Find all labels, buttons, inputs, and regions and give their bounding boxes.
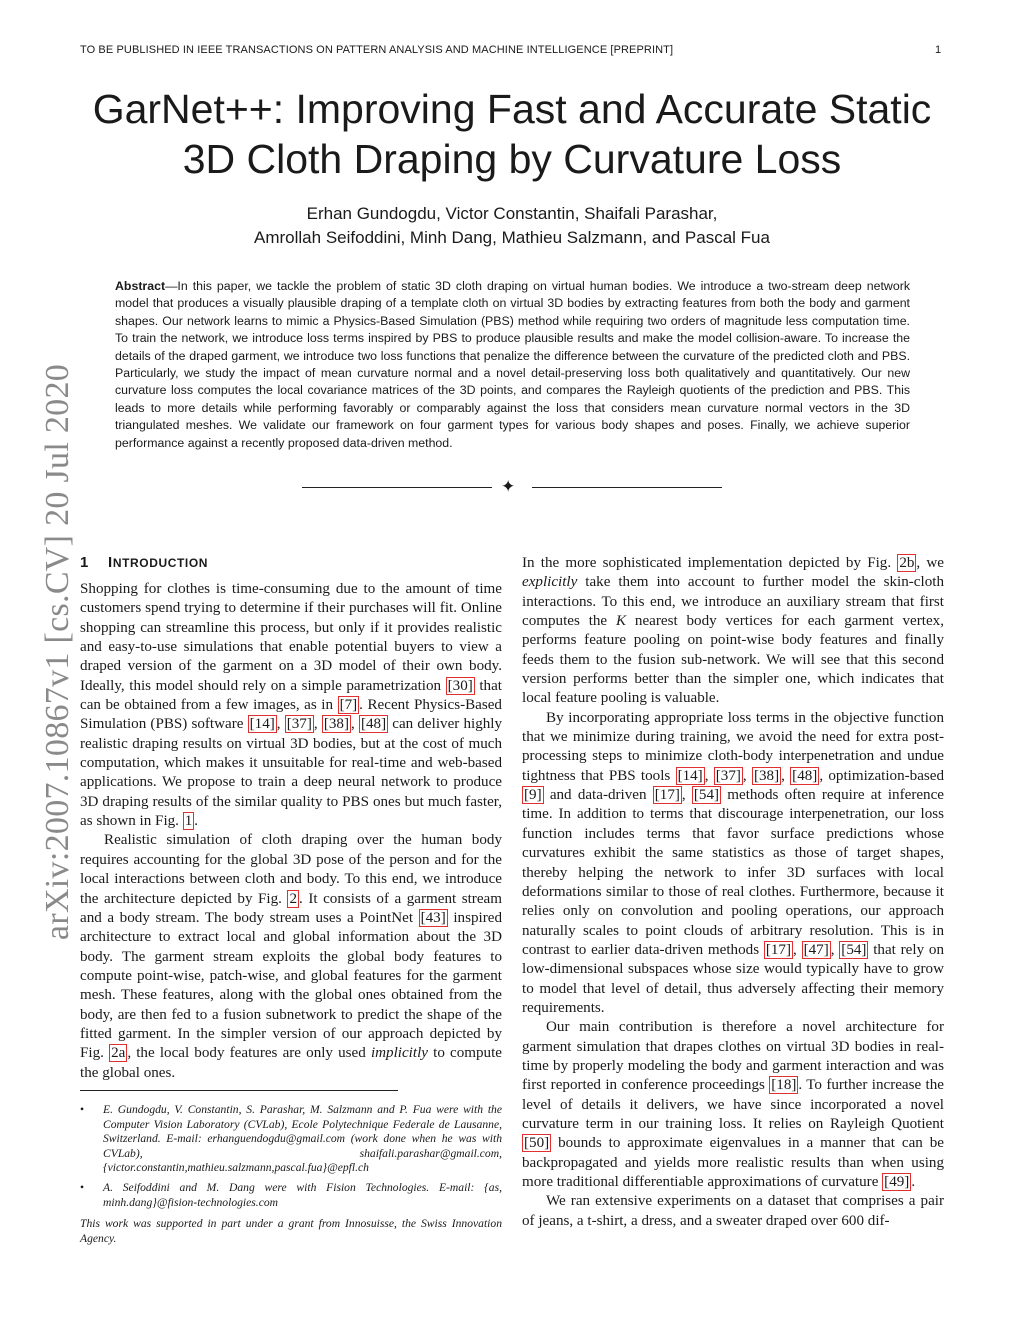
citation-link[interactable]: [50] (524, 1135, 550, 1152)
citation-link[interactable]: [38] (323, 716, 349, 733)
citation-link[interactable]: [37] (715, 767, 741, 784)
text-run: that can be obtained from a few images, as in (80, 677, 502, 714)
figure-link[interactable]: 2 (289, 890, 298, 907)
abstract-separator (302, 477, 722, 496)
text-run: , the local body features are only used (127, 1045, 371, 1062)
citation-link[interactable]: [49] (884, 1174, 910, 1190)
text-run: . (911, 1174, 916, 1190)
text-run: Our main contribution is therefore a novel architecture for garment simulation that drapes clothes on virtual 3D bodies in real-time by properly modeling the body and garment interaction and was first reported in conference proceedings (522, 1019, 944, 1094)
citation-link[interactable]: [43] (420, 909, 446, 926)
footnote-affiliation-1 (80, 1103, 502, 1176)
left-paragraph-1: Shopping for clothes is time-consuming due to the amount of time customers spend trying to determine if their purchases will fit. Online shopping can streamline this process, but only if it provides realistic and easy-to-use simulations that enable potential buyers to view a draped version of the garment on a 3D model of their own body. Ideally, this model should rely on a simple parametrization [30] that can be obtained from a few images, as in [7] . Recent Physics-Based Simulation (PBS) software [14] , [37] , [38] , [48] can deliver highly realistic draping results on virtual 3D bodies, but at the cost of much computation, which makes it unsuitable for real-time and web-based applications. We propose to train a deep neural network to produce 3D draping results of the similar quality to PBS ones but much faster, as shown in Fig. 1 . (80, 581, 503, 830)
footnote-rule (80, 1090, 398, 1091)
footnote-text: A. Seifoddini and M. Dang were with Fision Technologies. E-mail: {as, minh.dang}@fision-technologies.com (103, 1180, 502, 1209)
text-run: bounds to approximate eigenvalues in a manner that can be backpropagated and yields more realistic results than when using more traditional differentiable approximations of curvature (522, 1135, 944, 1190)
citation-link[interactable]: [30] (447, 677, 473, 694)
section-title-initial: I (108, 554, 113, 571)
citation-link[interactable]: [47] (803, 941, 829, 958)
text-run: . Recent Physics-Based Simulation (PBS) software (80, 697, 502, 733)
citation-link[interactable]: [14] (677, 767, 703, 784)
emphasis: explicitly (522, 574, 578, 591)
separator-star-icon: ✦ (501, 477, 516, 496)
left-paragraph-2 (80, 831, 502, 1082)
citation-link[interactable]: [18] (771, 1077, 797, 1094)
text-run: methods often require at inference time. In addition to terms that discourage interpenetration, our loss function includes terms that favor surface predictions whose curvatures exhibit the same statistics as those of target shapes, thereby helping the network to infer 3D surfaces with local deformations similar to those of real clothes. Furthermore, because it relies only on convolution and pooling operations, our approach naturally scales to point clouds of arbitrary resolution. This is in contrast to earlier data-driven methods (522, 787, 945, 958)
right-paragraph-4 (522, 1192, 944, 1231)
right-paragraph-3 (522, 1018, 944, 1192)
math-k: K (615, 613, 627, 630)
section-title-rest: NTRODUCTION (112, 556, 209, 570)
text-run: , we (916, 555, 944, 571)
citation-link[interactable]: [54] (693, 787, 720, 804)
text-run: By incorporating appropriate loss terms in the objective function that we minimize during training, we avoid the need for extra post-processing steps to minimize cloth-body interpenetration and undue tightness that PBS tools (522, 709, 944, 784)
authors-line-1: Erhan Gundogdu, Victor Constantin, Shaifali Parashar, (306, 204, 718, 223)
separator-rule-left (302, 487, 492, 488)
emphasis: implicitly (370, 1045, 428, 1062)
figure-link[interactable]: 2a (111, 1045, 126, 1062)
text-run: to compute the global ones. (80, 1045, 502, 1081)
citation-link[interactable]: [38] (753, 767, 780, 784)
bullet-icon: • (80, 1180, 85, 1194)
citation-link[interactable]: [48] (360, 716, 387, 733)
text-run: We ran extensive experiments on a dataset that comprises a pair of jeans, a t-shirt, a dress, and a sweater draped over 600 dif- (522, 1193, 944, 1229)
citation-link[interactable]: [54] (841, 941, 867, 958)
figure-link[interactable]: 2b (899, 555, 915, 571)
text-run: take them into account to further model the skin-cloth interactions. To this end, we introduce an auxiliary stream that first computes the (522, 574, 944, 630)
text-run: In the more sophisticated implementation depicted by Fig. (522, 555, 898, 571)
right-paragraph-1 (522, 554, 944, 709)
paper-title (80, 84, 944, 184)
page-number: 1 (935, 44, 942, 56)
right-paragraph-2: By incorporating appropriate loss terms in the objective function that we minimize during training, we avoid the need for extra post-processing steps to minimize cloth-body interpenetration and undue tightness that PBS tools [14] , [37] , [38] , [48] , optimization-based [9] and data-driven [17] , [54] methods often require at inference time. In addition to terms that discourage interpenetration, our loss function includes terms that favor surface predictions whose curvatures exhibit the same statistics as those of target shapes, thereby helping the network to infer 3D surfaces with local deformations similar to those of real clothes. Furthermore, because it relies only on convolution and pooling operations, our approach naturally scales to point clouds of arbitrary resolution. This is in contrast to earlier data-driven methods [17] , [47] , [54] that rely on low-dimensional subspaces whose size would typically have to grow to model that level of detail, thus adversely affecting their memory requirements. (522, 709, 945, 1016)
text-run: can deliver highly realistic draping results on virtual 3D bodies, but at the cost of much computation, which makes it unsuitable for real-time and web-based applications. We propose to train a deep neural network to produce 3D draping results of the similar quality to PBS ones but much faster, as shown in Fig. (80, 716, 503, 830)
text-run: . It consists of a garment stream and a body stream. The body stream uses a PointNet (80, 890, 502, 926)
text-run: inspired architecture to extract local and global information about the 3D body. The garment stream exploits the global body features to compute point-wise, patch-wise, and global features for the garment mesh. These features, along with the global ones obtained from the body, are then fed to a fusion subnetwork to predict the shape of the fitted garment. In the simpler version of our approach depicted by Fig. (80, 909, 502, 1062)
section-heading (80, 554, 208, 571)
text-run: Realistic simulation of cloth draping over the human body requires accounting for the global 3D pose of the person and for the local interactions between cloth and body. To this end, we introduce the architecture depicted by Fig. (80, 832, 502, 907)
title-line-2: 3D Cloth Draping by Curvature Loss (182, 136, 842, 182)
citation-link[interactable]: [37] (286, 716, 312, 733)
footnote-text: E. Gundogdu, V. Constantin, S. Parashar, M. Salzmann and P. Fua were with the Computer Vision Laboratory (CVLab), Ecole Polytechnique Federale de Lausanne, Switzerland. E-mail: erhanguendogdu@gmail.com (work done when he was with CVLab), shaifali.parashar@gmail.com, {victor.constantin,mathieu.salzmann,pascal.fua}@epfl.ch (103, 1103, 502, 1175)
text-run: that rely on low-dimensional subspaces whose size would typically have to grow to model that level of detail, thus adversely affecting their memory requirements. (522, 941, 944, 1016)
citation-link[interactable]: [48] (792, 767, 818, 784)
text-run: . To further increase the level of details it delivers, we have since incorporated a novel curvature term in our training loss. It relies on Rayleigh Quotient (522, 1077, 944, 1132)
text-run: and data-driven (543, 787, 653, 804)
text-run: Shopping for clothes is time-consuming due to the amount of time customers spend trying to determine if their purchases will fit. Online shopping can streamline this process, but only if it provides realistic and easy-to-use simulations that enable potential buyers to view a draped version of the garment on a 3D model of their own body. Ideally, this model should rely on a simple parametrization (80, 581, 502, 694)
running-header: TO BE PUBLISHED IN IEEE TRANSACTIONS ON PATTERN ANALYSIS AND MACHINE INTELLIGENCE [PREPRINT] (80, 44, 674, 56)
title-line-1: GarNet++: Improving Fast and Accurate Static (92, 86, 932, 132)
citation-link[interactable]: [17] (765, 941, 792, 958)
footnote-affiliation-2 (80, 1181, 502, 1210)
citation-link[interactable]: [9] (524, 787, 542, 804)
text-run: . (194, 813, 199, 830)
citation-link[interactable]: [7] (339, 697, 358, 714)
author-list (80, 202, 944, 250)
abstract (115, 278, 910, 452)
section-number: 1 (80, 554, 89, 571)
figure-link[interactable]: 1 (184, 813, 193, 830)
citation-link[interactable]: [17] (654, 787, 680, 804)
separator-rule-right (532, 487, 722, 488)
text-run: nearest body vertices for each garment vertex, performs feature pooling on point-wise body features and finally feeds them to the fusion sub-network. We will see that this second version performs better than the simpler one, which indicates that local feature pooling is valuable. (522, 613, 944, 707)
funding-note: This work was supported in part under a grant from Innosuisse, the Swiss Innovation Agency. (80, 1217, 502, 1245)
abstract-text: —In this paper, we tackle the problem of static 3D cloth draping on virtual human bodies. We introduce a two-stream deep network model that produces a visually plausible draping of a template cloth on virtual 3D bodies by extracting features from both the body and garment shapes. Our network learns to mimic a Physics-Based Simulation (PBS) method while requiring two orders of magnitude less computation time. To train the network, we introduce loss terms inspired by PBS to produce plausible results and make the model collision-aware. To increase the details of the draped garment, we introduce two loss functions that penalize the difference between the curvature of the predicted cloth and PBS. Particularly, we study the impact of mean curvature normal and a novel detail-preserving loss both qualitatively and quantitatively. Our new curvature loss computes the local covariance matrices of the 3D points, and compares the Rayleigh quotients of the prediction and PBS. This leads to more details while performing favorably or comparably against the loss that considers mean curvature normal vectors in the 3D triangulated meshes. We validate our framework on four garment types for various body shapes and poses. Finally, we achieve superior performance against a recently proposed data-driven method. (115, 279, 910, 450)
text-run: , optimization-based (819, 767, 945, 784)
right-column (522, 554, 944, 1231)
abstract-label: Abstract (115, 279, 166, 293)
authors-line-2: Amrollah Seifoddini, Minh Dang, Mathieu Salzmann, and Pascal Fua (254, 228, 770, 247)
citation-link[interactable]: [14] (249, 716, 275, 733)
footnotes (80, 1103, 502, 1215)
bullet-icon: • (80, 1103, 85, 1116)
left-column (80, 580, 502, 1083)
arxiv-stamp: arXiv:2007.10867v1 [cs.CV] 20 Jul 2020 (39, 363, 76, 941)
